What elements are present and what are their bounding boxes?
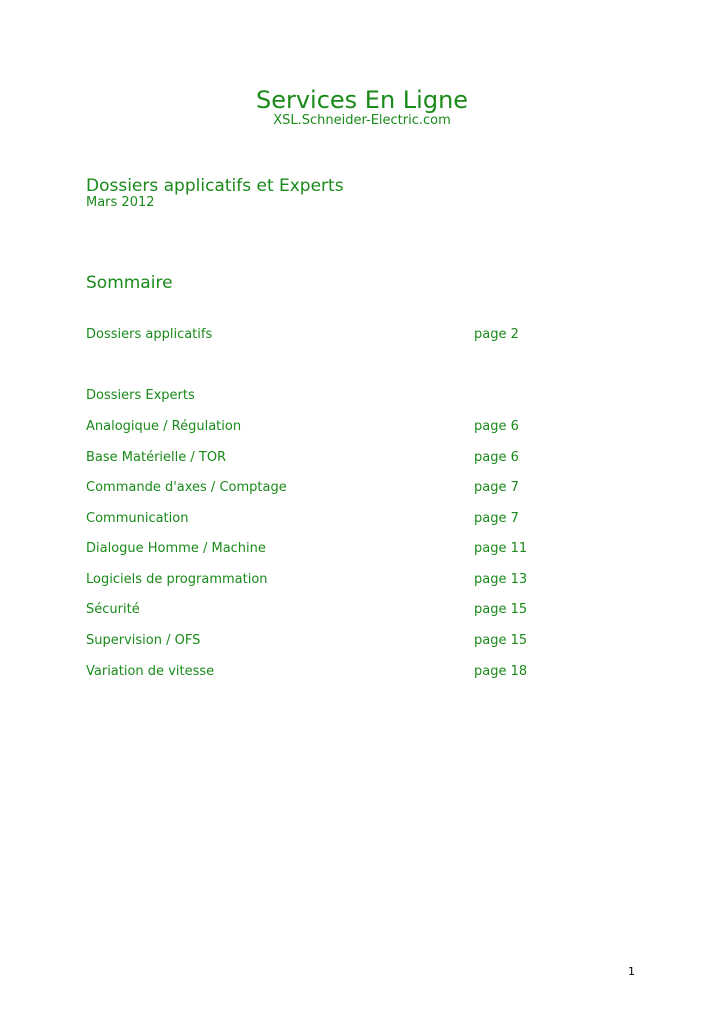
toc-entry-page: page 6 bbox=[474, 450, 519, 465]
toc-entry-label: Variation de vitesse bbox=[86, 664, 215, 679]
toc-entry-page: page 15 bbox=[474, 602, 528, 617]
website-subtitle: XSL.Schneider-Electric.com bbox=[273, 113, 451, 128]
toc-section-label: Dossiers Experts bbox=[86, 388, 195, 403]
toc-entry-label: Supervision / OFS bbox=[86, 633, 201, 648]
toc-entry-label: Sécurité bbox=[86, 602, 140, 617]
toc-entry-dialogue[interactable] bbox=[86, 540, 546, 558]
toc-entry-commande-axes[interactable] bbox=[86, 479, 546, 497]
toc-entry-page: page 15 bbox=[474, 633, 528, 648]
toc-entry-applicatifs[interactable] bbox=[86, 326, 546, 344]
toc-entry-label: Base Matérielle / TOR bbox=[86, 450, 227, 465]
page-title: Services En Ligne bbox=[255, 86, 469, 114]
toc-entry-page: page 7 bbox=[474, 511, 519, 526]
page-number: 1 bbox=[628, 965, 635, 978]
toc-entry-label: Analogique / Régulation bbox=[86, 419, 242, 434]
toc-section-experts bbox=[86, 387, 546, 405]
toc-entry-communication[interactable] bbox=[86, 510, 546, 528]
toc-entry-page: page 2 bbox=[474, 327, 519, 342]
toc-entry-page: page 18 bbox=[474, 664, 528, 679]
toc-entry-label: Logiciels de programmation bbox=[86, 572, 268, 587]
toc-entry-analogique[interactable] bbox=[86, 418, 546, 436]
toc-entry-securite[interactable] bbox=[86, 601, 546, 619]
toc-entry-page: page 7 bbox=[474, 480, 519, 495]
toc-entry-label: Communication bbox=[86, 511, 189, 526]
toc-entry-label: Dossiers applicatifs bbox=[86, 327, 213, 342]
toc-entry-variation[interactable] bbox=[86, 663, 546, 681]
toc-entry-page: page 11 bbox=[474, 541, 528, 556]
toc-entry-supervision[interactable] bbox=[86, 632, 546, 650]
summary-heading: Sommaire bbox=[86, 273, 173, 293]
document-heading: Dossiers applicatifs et Experts bbox=[86, 176, 344, 196]
toc-entry-page: page 6 bbox=[474, 419, 519, 434]
toc-entry-logiciels[interactable] bbox=[86, 571, 546, 589]
toc-entry-label: Commande d'axes / Comptage bbox=[86, 480, 287, 495]
document-date: Mars 2012 bbox=[86, 195, 155, 210]
toc-entry-label: Dialogue Homme / Machine bbox=[86, 541, 266, 556]
toc-entry-base-materielle[interactable] bbox=[86, 449, 546, 467]
toc-entry-page: page 13 bbox=[474, 572, 528, 587]
